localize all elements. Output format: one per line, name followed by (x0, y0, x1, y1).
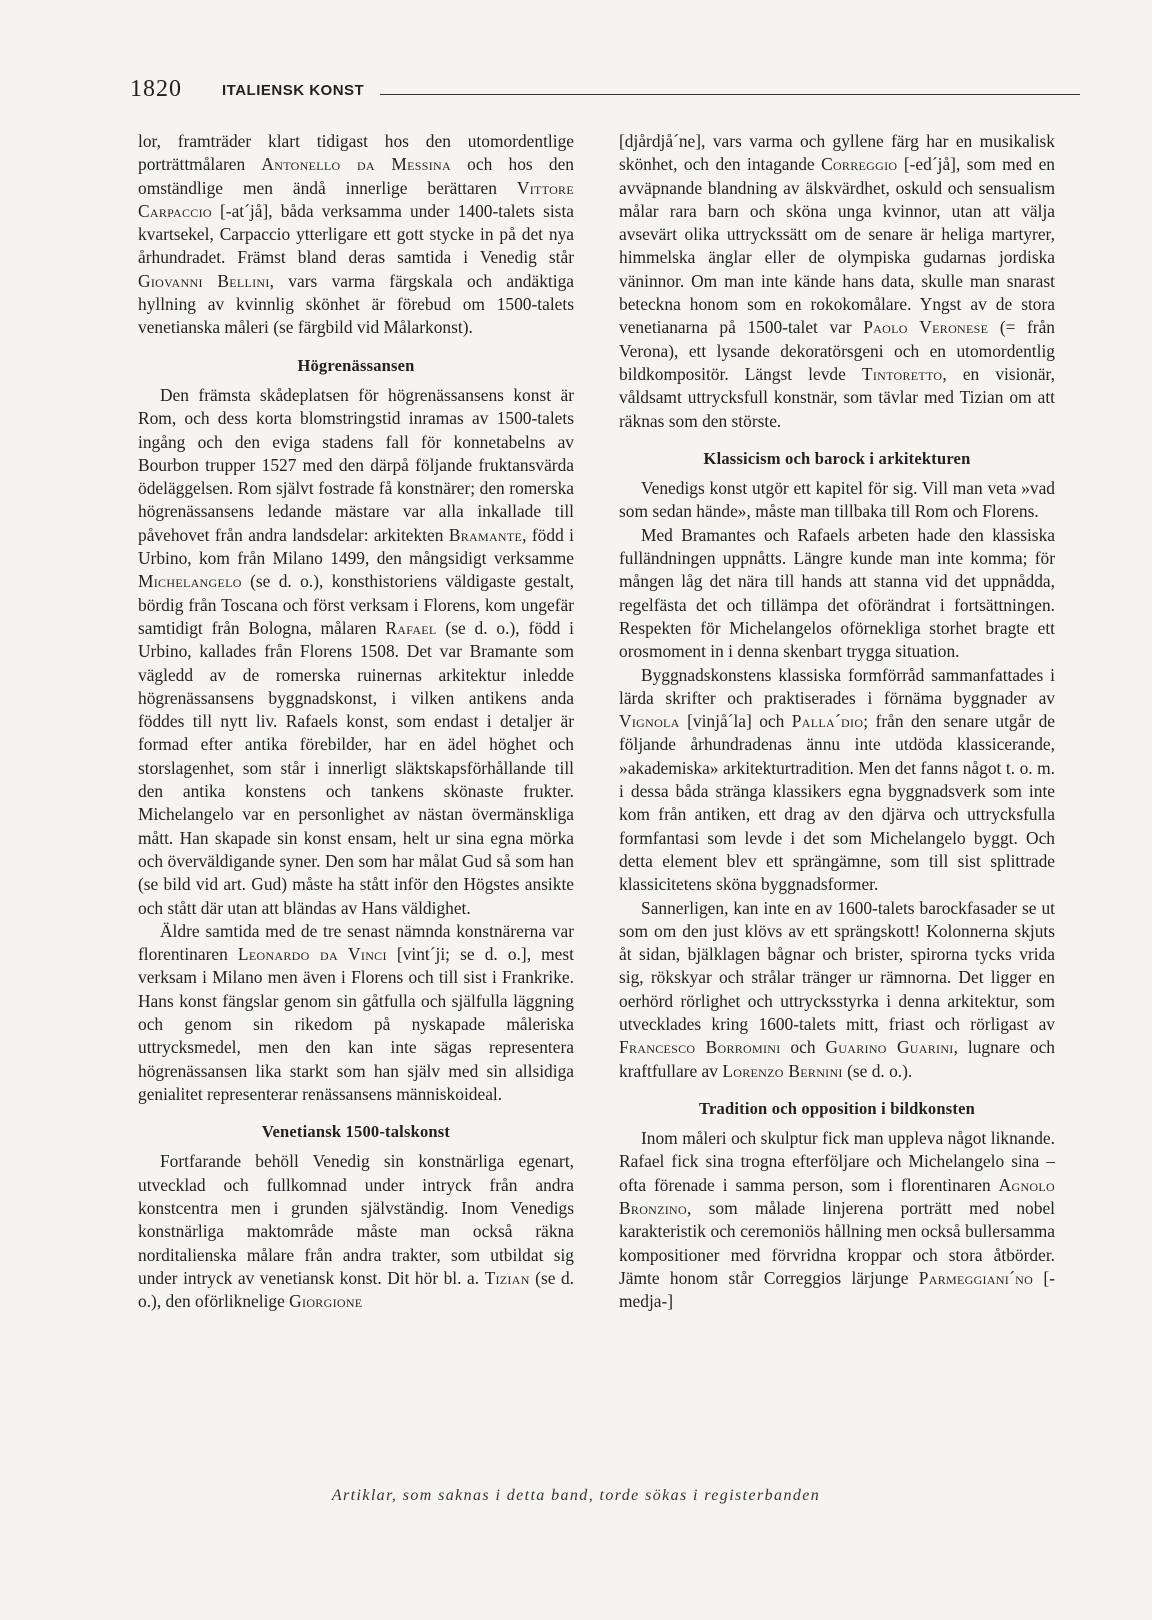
paragraph: Inom måleri och skulptur fick man uppleva något liknande. Rafael fick sina trogna efterföljare och Michelangelo sina – ofta förenade i samma person, som i florentinaren Agnolo Bronzino, som målade linjerena porträtt med nobel karakteristik och ceremoniös hållning men också bullersamma kompositioner med förvridna kroppar och stora åtbörder. Jämte honom står Correggios lärjunge Parmeggiani´no [-medja-] (619, 1128, 1055, 1312)
paragraph: Byggnadskonstens klassiska formförråd sammanfattades i lärda skrifter och praktiserades i förnäma byggnader av Vignola [vinjå´la] och Palla´dio; från den senare utgår de följande århundradenas ännu inte utdöda klassicerande, »akademiska» arkitekturtradition. Men det fanns något t. o. m. i dessa båda stränga klassikers egna byggnadsverk som inte kom från antiken, ett drag av den djärva och uttrycksfulla formfantasi som levde i det som Michelangelo byggt. Och detta element blev ett sprängämne, som till sist splittrade klassicitetens sköna byggnadsformer. (619, 664, 1055, 895)
artist-name: Tintoretto (861, 363, 943, 384)
section-heading: Venetiansk 1500-talskonst (261, 1122, 451, 1142)
running-title: ITALIENSK KONST (222, 82, 365, 99)
artist-name: Correggio (821, 154, 898, 175)
artist-name: Vignola (619, 711, 680, 732)
paragraph: Äldre samtida med de tre senast nämnda konstnärerna var florentinaren Leonardo da Vinci [vint´ji; se d. o.], mest verksam i Milano men även i Florens och till sist i Frankrike. Hans konst fängslar genom sin gåtfulla och själfulla läggning och genom sin rikedom på nyskapade måleriska uttrycksmedel, men den kan inte sägas representera högrenässansen lika starkt som han själv med sin allsidiga genialitet representerar renässansens människoideal. (138, 920, 574, 1104)
paragraph: Med Bramantes och Rafaels arbeten hade den klassiska fulländningen uppnåtts. Längre kunde man inte komma; för mången låg det nära till hands att stanna vid det uppnådda, regelfästa det och tillämpa det oförändrat i fortsättningen. Respekten för Michelangelos oförnekliga storhet bragte ett orosmoment in i denna skenbart trygga situation. (619, 524, 1055, 662)
artist-name: Rafael (385, 617, 437, 638)
left-column (138, 130, 574, 1314)
paragraph: Venedigs konst utgör ett kapitel för sig. Vill man veta »vad som sedan hände», måste man tillbaka till Rom och Florens. (619, 478, 1055, 522)
artist-name: Palla´dio (791, 711, 864, 732)
section-heading: Klassicism och barock i arkitekturen (703, 448, 971, 468)
artist-name: Vittore Carpaccio (138, 177, 574, 221)
page-number: 1820 (130, 76, 182, 102)
artist-name: Guarino Guarini (825, 1037, 954, 1058)
section-heading: Högrenässansen (297, 355, 415, 375)
artist-name: Leonardo da Vinci (237, 944, 387, 965)
artist-name: Paolo Veronese (863, 317, 989, 338)
paragraph: Den främsta skådeplatsen för högrenässansens konst är Rom, och dess korta blomstringstid inramas av 1500-talets ingång och den eviga stadens fall för konnetabelns av Bourbon trupper 1527 med den därpå följande fruktansvärda ödeläggelsen. Rom självt fostrade få konstnärer; den romerska högrenässansens ledande mästare var alla inkallade till påvehovet från andra landsdelar: arkitekten Bramante, född i Urbino, kom från Milano 1499, den mångsidigt verksamme Michelangelo (se d. o.), konsthistoriens väldigaste gestalt, bördig från Toscana och först verksam i Florens, kom ungefär samtidigt från Bologna, målaren Rafael (se d. o.), född i Urbino, kallades från Florens 1508. Det var Bramante som vägledd av de romerska ruinernas arkitektur inledde högrenässansens byggnadskonst, i vilken antikens anda föddes till nytt liv. Rafaels konst, som endast i detaljer är formad efter antika förebilder, har en ädel höghet och storslagenhet, som står i innerligt släktskapsförhållande till den antika konstens och tankens skönaste frukter. Michelangelo var en personlighet av nästan övermänskliga mått. Han skapade sin konst ensam, helt ur sina egna mörka och överväldigande syner. Den som har målat Gud så som han (se bild vid art. Gud) måste ha stått inför den Högstes ansikte och stått där utan att bländas av Hans väldighet. (138, 384, 575, 918)
artist-name: Michelangelo (138, 571, 242, 592)
header-rule (380, 94, 1080, 95)
right-column (619, 130, 1055, 1314)
paragraph: Sannerligen, kan inte en av 1600-talets barockfasader se ut som om den just klövs av ett sprängskott! Kolonnerna skjuts åt sidan, bjälklagen bågnar och brister, spirorna tycks vrida sig, rökskyar och strålar tränger ur rämnorna. Det ligger en oerhörd rörlighet och uttrycksstyrka i denna arkitektur, som utvecklades kring 1600-talets mitt, friast och rörligast av Francesco Borromini och Guarino Guarini, lugnare och kraftfullare av Lorenzo Bernini (se d. o.). (619, 897, 1055, 1081)
paragraph: [djårdjå´ne], vars varma och gyllene färg har en musikalisk skönhet, och den intagande Correggio [-ed´jå], som med en avväpnande blandning av älskvärdhet, oskuld och sensualism målar rara barn och sköna unga kvinnor, utan att välja avsevärt olika uttryckssätt om de senare är heliga martyrer, himmelska änglar eller de olympiska gudarnas jordiska väninnor. Om man inte kände hans data, skulle man snarast beteckna honom som en rokokomålare. Yngst av de stora venetianarna på 1500-talet var Paolo Veronese (= från Verona), ett lysande dekoratörsgeni och en utomordentlig bildkompositör. Längst levde Tintoretto, en visionär, våldsamt uttrycksfull konstnär, som tävlar med Tizian om att räknas som den störste. (619, 131, 1055, 431)
page-header (130, 76, 1080, 106)
page-footer-note: Artiklar, som saknas i detta band, torde sökas i registerbanden (331, 1487, 821, 1504)
artist-name: Giovanni Bellini (138, 270, 270, 291)
section-heading: Tradition och opposition i bildkonsten (699, 1098, 975, 1118)
artist-name: Lorenzo Bernini (722, 1060, 843, 1081)
paragraph: Fortfarande behöll Venedig sin konstnärliga egenart, utvecklad och fullkomnad under intryck från andra konstcentra men i grunden självständig. Inom Venedigs konstnärliga maktområde måste man också räkna norditalienska målare från andra trakter, som utbildat sig under intryck av venetiansk konst. Dit hör bl. a. Tizian (se d. o.), den oförliknelige Giorgione (138, 1151, 574, 1312)
artist-name: Antonello da Messina (261, 154, 451, 175)
artist-name: Bramante (448, 524, 523, 545)
artist-name: Agnolo Bronzino (619, 1174, 1055, 1219)
artist-name: Francesco Borromini (619, 1037, 781, 1058)
artist-name: Tizian (484, 1267, 530, 1288)
artist-name: Giorgione (289, 1291, 363, 1312)
paragraph: lor, framträder klart tidigast hos den utomordentlige porträttmålaren Antonello da Messina och hos den omständlige men ändå innerlige berättaren Vittore Carpaccio [-at´jå], båda verksamma under 1400-talets sista kvartsekel, Carpaccio ytterligare ett gott stycke in på det nya århundradet. Främst bland deras samtida i Venedig står Giovanni Bellini, vars varma färgskala och andäktiga hyllning av kvinnlig skönhet är förebud om 1500-talets venetianska måleri (se färgbild vid Målarkonst). (138, 131, 574, 338)
artist-name: Parmeggiani´no (918, 1267, 1034, 1288)
